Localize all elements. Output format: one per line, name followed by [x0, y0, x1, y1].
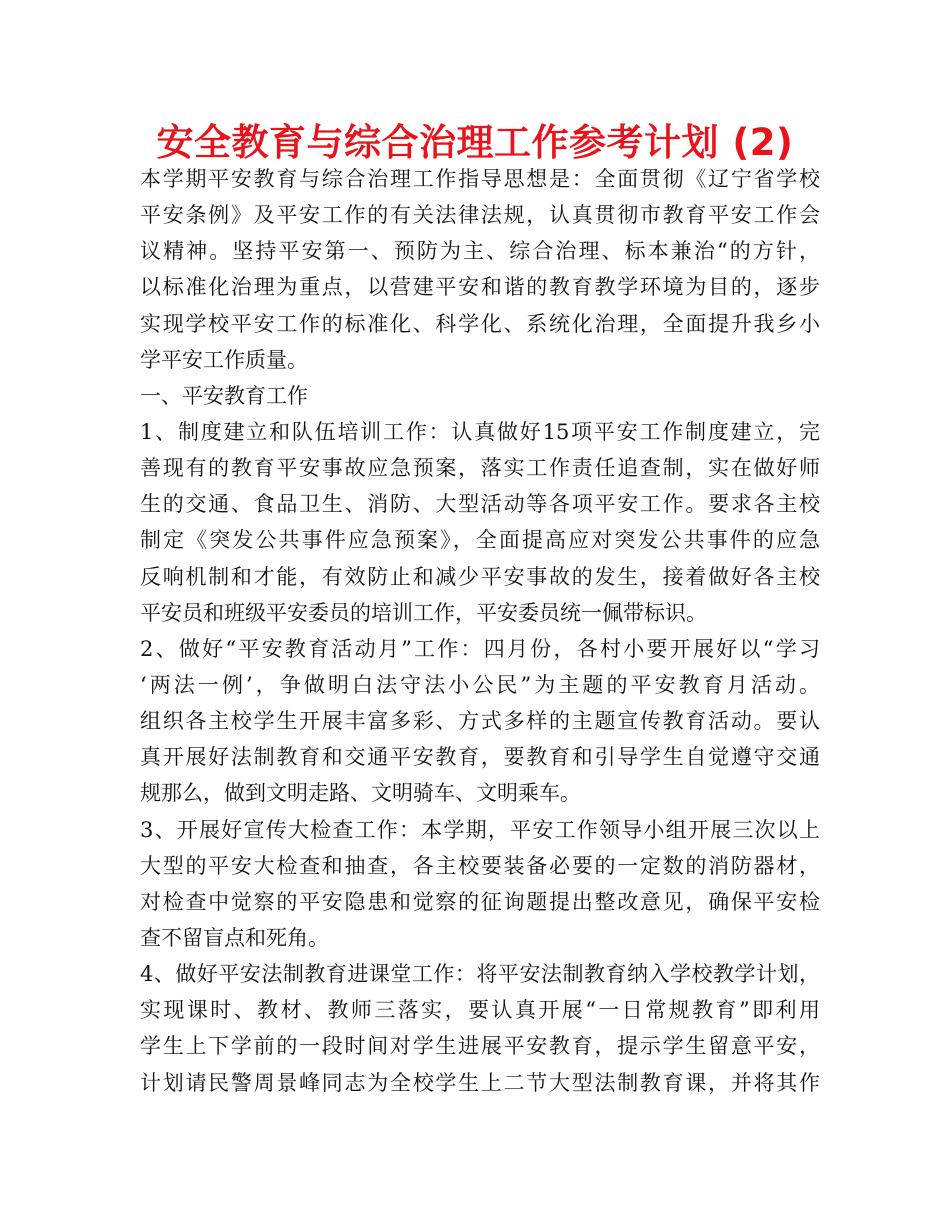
text-line: 规那么，做到文明走路、文明骑车、文明乘车。	[140, 781, 581, 806]
text-line: 本学期平安教育与综合治理工作指导思想是：全面贯彻《辽宁省学校	[140, 167, 820, 191]
text-line: 对检查中觉察的平安隐患和觉察的征询题提出整改意见，确保平安检	[140, 889, 820, 914]
text-line: 真开展好法制教育和交通平安教育，要教育和引导学生自觉遵守交通	[140, 745, 820, 770]
text-line: 以标准化治理为重点，以营建平安和谐的教育教学环境为目的，逐步	[140, 275, 820, 300]
text-line: 平安员和班级平安委员的培训工作，平安委员统一佩带标识。	[140, 600, 707, 625]
document-title: 安全教育与综合治理工作参考计划 (2)	[156, 121, 794, 164]
text-line: 制定《突发公共事件应急预案》，全面提高应对突发公共事件的应急	[140, 528, 820, 553]
text-line: 学生上下学前的一段时间对学生进展平安教育，提示学生留意平安，	[140, 1034, 820, 1059]
text-line: 生的交通、食品卫生、消防、大型活动等各项平安工作。要求各主校	[140, 492, 820, 517]
text-line: 2、做好“平安教育活动月”工作：四月份，各村小要开展好以“学习	[140, 636, 820, 661]
text-line: 学平安工作质量。	[140, 347, 308, 372]
section-heading: 一、平安教育工作	[140, 383, 308, 408]
text-line: 组织各主校学生开展丰富多彩、方式多样的主题宣传教育活动。要认	[140, 709, 820, 734]
text-line: 3、开展好宣传大检查工作：本学期，平安工作领导小组开展三次以上	[140, 817, 820, 842]
text-line: 反响机制和才能，有效防止和减少平安事故的发生，接着做好各主校	[140, 564, 820, 589]
text-line: 1、制度建立和队伍培训工作：认真做好15项平安工作制度建立，完	[140, 419, 820, 444]
text-line: 平安条例》及平安工作的有关法律法规，认真贯彻市教育平安工作会	[140, 203, 820, 228]
text-line: 实现学校平安工作的标准化、科学化、系统化治理，全面提升我乡小	[140, 311, 820, 336]
text-line: 计划请民警周景峰同志为全校学生上二节大型法制教育课，并将其作	[140, 1070, 820, 1095]
text-line: 议精神。坚持平安第一、预防为主、综合治理、标本兼治“的方针，	[140, 239, 820, 264]
document-body	[140, 161, 820, 1101]
text-line: 善现有的教育平安事故应急预案，落实工作责任追查制，实在做好师	[140, 456, 820, 481]
text-line: 大型的平安大检查和抽查，各主校要装备必要的一定数的消防器材，	[140, 853, 820, 878]
text-line: 4、做好平安法制教育进课堂工作：将平安法制教育纳入学校教学计划，	[140, 962, 820, 987]
text-line: 实现课时、教材、教师三落实，要认真开展“一日常规教育”即利用	[140, 998, 820, 1023]
text-line: 查不留盲点和死角。	[140, 925, 329, 950]
text-line: ‘两法一例’，争做明白法守法小公民”为主题的平安教育月活动。	[140, 672, 820, 697]
